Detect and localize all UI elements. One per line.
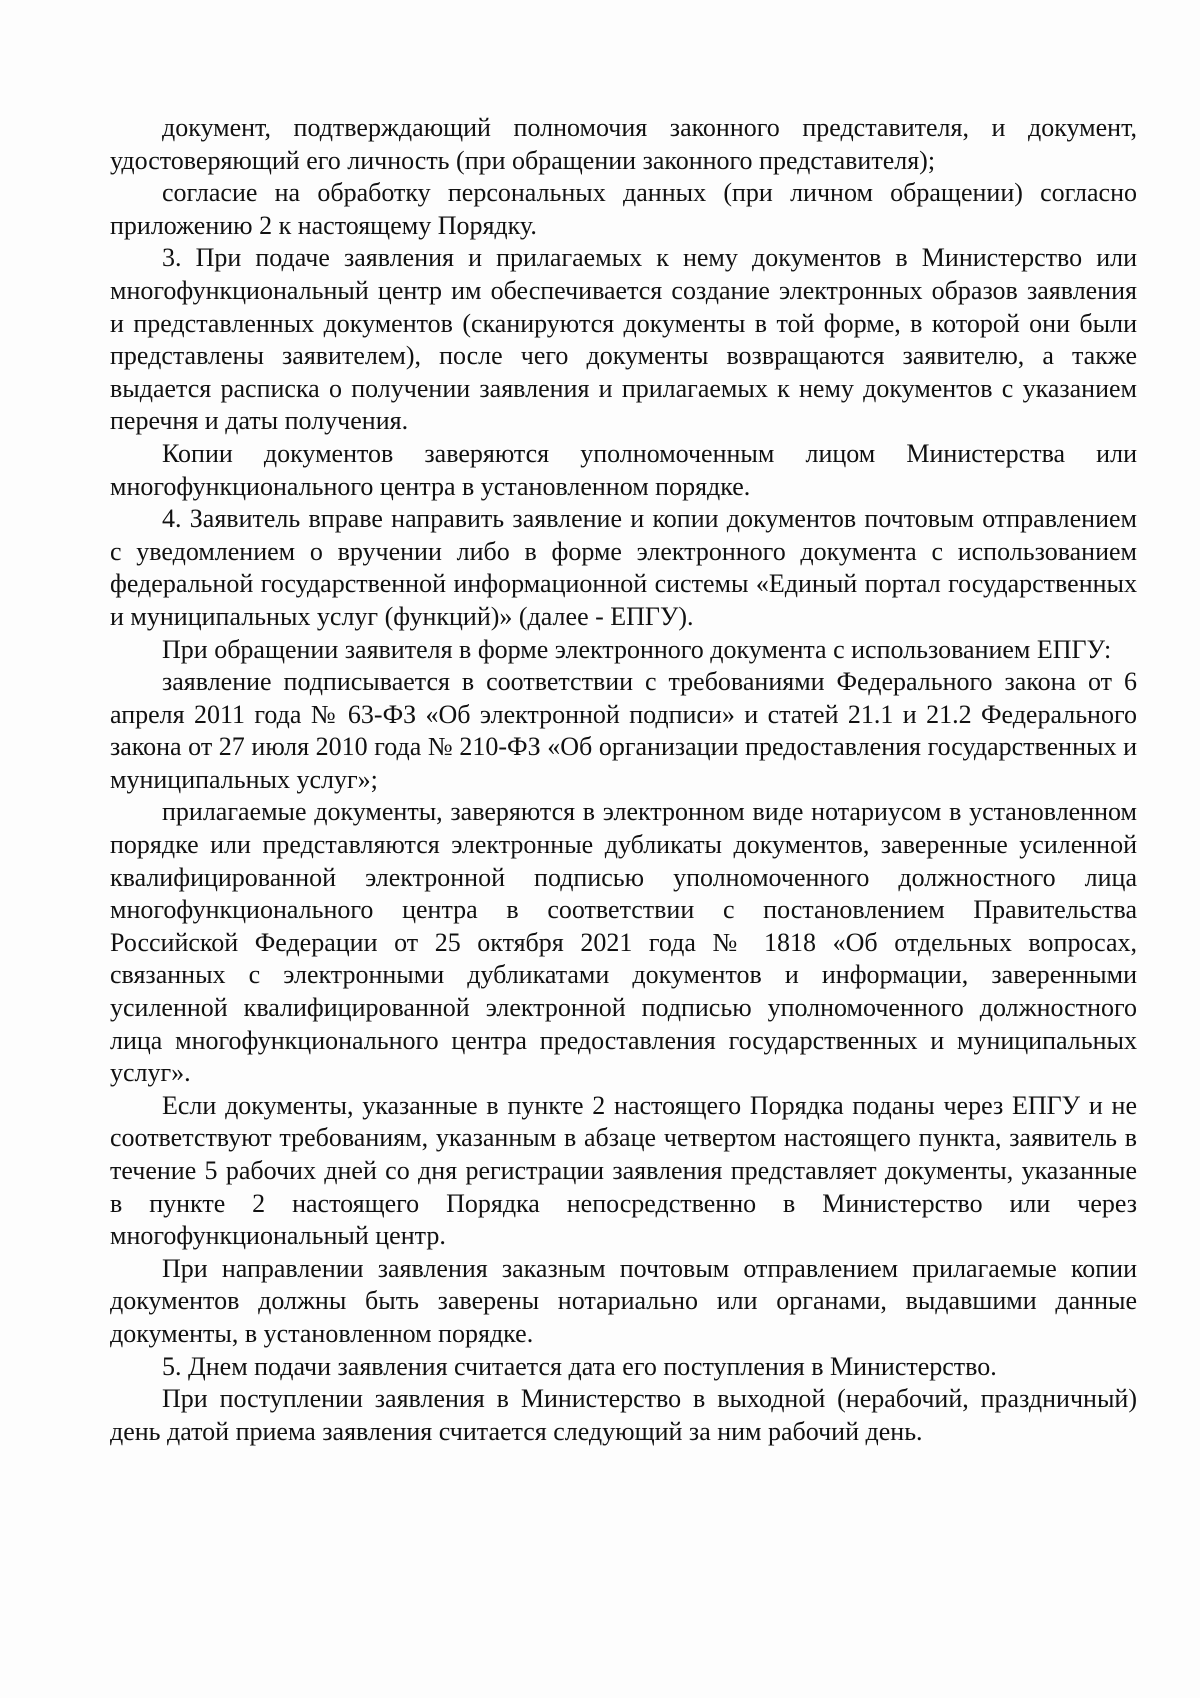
paragraph-registered-mail: При направлении заявления заказным почтовым отправлением прилагаемые копии документов должны быть заверены нотариально или органами, выдавшими данные документы, в установленном порядке. xyxy=(110,1253,1137,1348)
paragraph-legal-representative-doc: документ, подтверждающий полномочия законного представителя, и документ, удостоверяющий его личность (при обращении законного представителя); xyxy=(110,113,1137,175)
paragraph-application-signed: заявление подписывается в соответствии с требованиями Федерального закона от 6 апреля 2011 года № 63-ФЗ «Об электронной подписи» и статей 21.1 и 21.2 Федерального закона от 27 июля 2010 года № 210-ФЗ «Об организации предоставления государственных и муниципальных услуг»; xyxy=(110,667,1137,794)
paragraph-item-5: 5. Днем подачи заявления считается дата его поступления в Министерство. xyxy=(162,1351,997,1381)
paragraph-item-4: 4. Заявитель вправе направить заявление и копии документов почтовым отправлением с уведомлением о вручении либо в форме электронного документа с использованием федеральной государственной информационной системы «Единый портал государственных и муниципальных услуг (функций)» (далее - ЕПГУ). xyxy=(110,504,1137,631)
paragraph-non-compliant-documents: Если документы, указанные в пункте 2 настоящего Порядка поданы через ЕПГУ и не соответствуют требованиям, указанным в абзаце четвертом настоящего пункта, заявитель в течение 5 рабочих дней со дня регистрации заявления представляет документы, указанные в пункте 2 настоящего Порядка непосредственно в Министерство или через многофункциональный центр. xyxy=(110,1090,1137,1251)
paragraph-attached-documents: прилагаемые документы, заверяются в электронном виде нотариусом в установленном порядке или представляются электронные дубликаты документов, заверенные усиленной квалифицированной электронной подписью уполномоченного должностного лица многофункционального центра в соответствии с постановлением Правительства Российской Федерации от 25 октября 2021 года № 1818 «Об отдельных вопросах, связанных с электронными дубликатами документов и информации, заверенными усиленной квалифицированной электронной подписью уполномоченного должностного лица многофункционального центра предоставления государственных и муниципальных услуг». xyxy=(110,797,1137,1088)
paragraph-holiday-receipt: При поступлении заявления в Министерство в выходной (нерабочий, праздничный) день датой приема заявления считается следующий за ним рабочий день. xyxy=(110,1384,1137,1446)
paragraph-personal-data-consent: согласие на обработку персональных данных (при личном обращении) согласно приложению 2 к настоящему Порядку. xyxy=(110,178,1137,240)
document-body xyxy=(110,112,1137,1448)
paragraph-epgu-intro: При обращении заявителя в форме электронного документа с использованием ЕПГУ: xyxy=(162,634,1112,664)
paragraph-copies-certified: Копии документов заверяются уполномоченным лицом Министерства или многофункционального центра в установленном порядке. xyxy=(110,438,1137,501)
paragraph-item-3: 3. При подаче заявления и прилагаемых к нему документов в Министерство или многофункциональный центр им обеспечивается создание электронных образов заявления и представленных документов (сканируются документы в той форме, в которой они были представлены заявителем), после чего документы возвращаются заявителю, а также выдается расписка о получении заявления и прилагаемых к нему документов с указанием перечня и даты получения. xyxy=(110,243,1137,436)
